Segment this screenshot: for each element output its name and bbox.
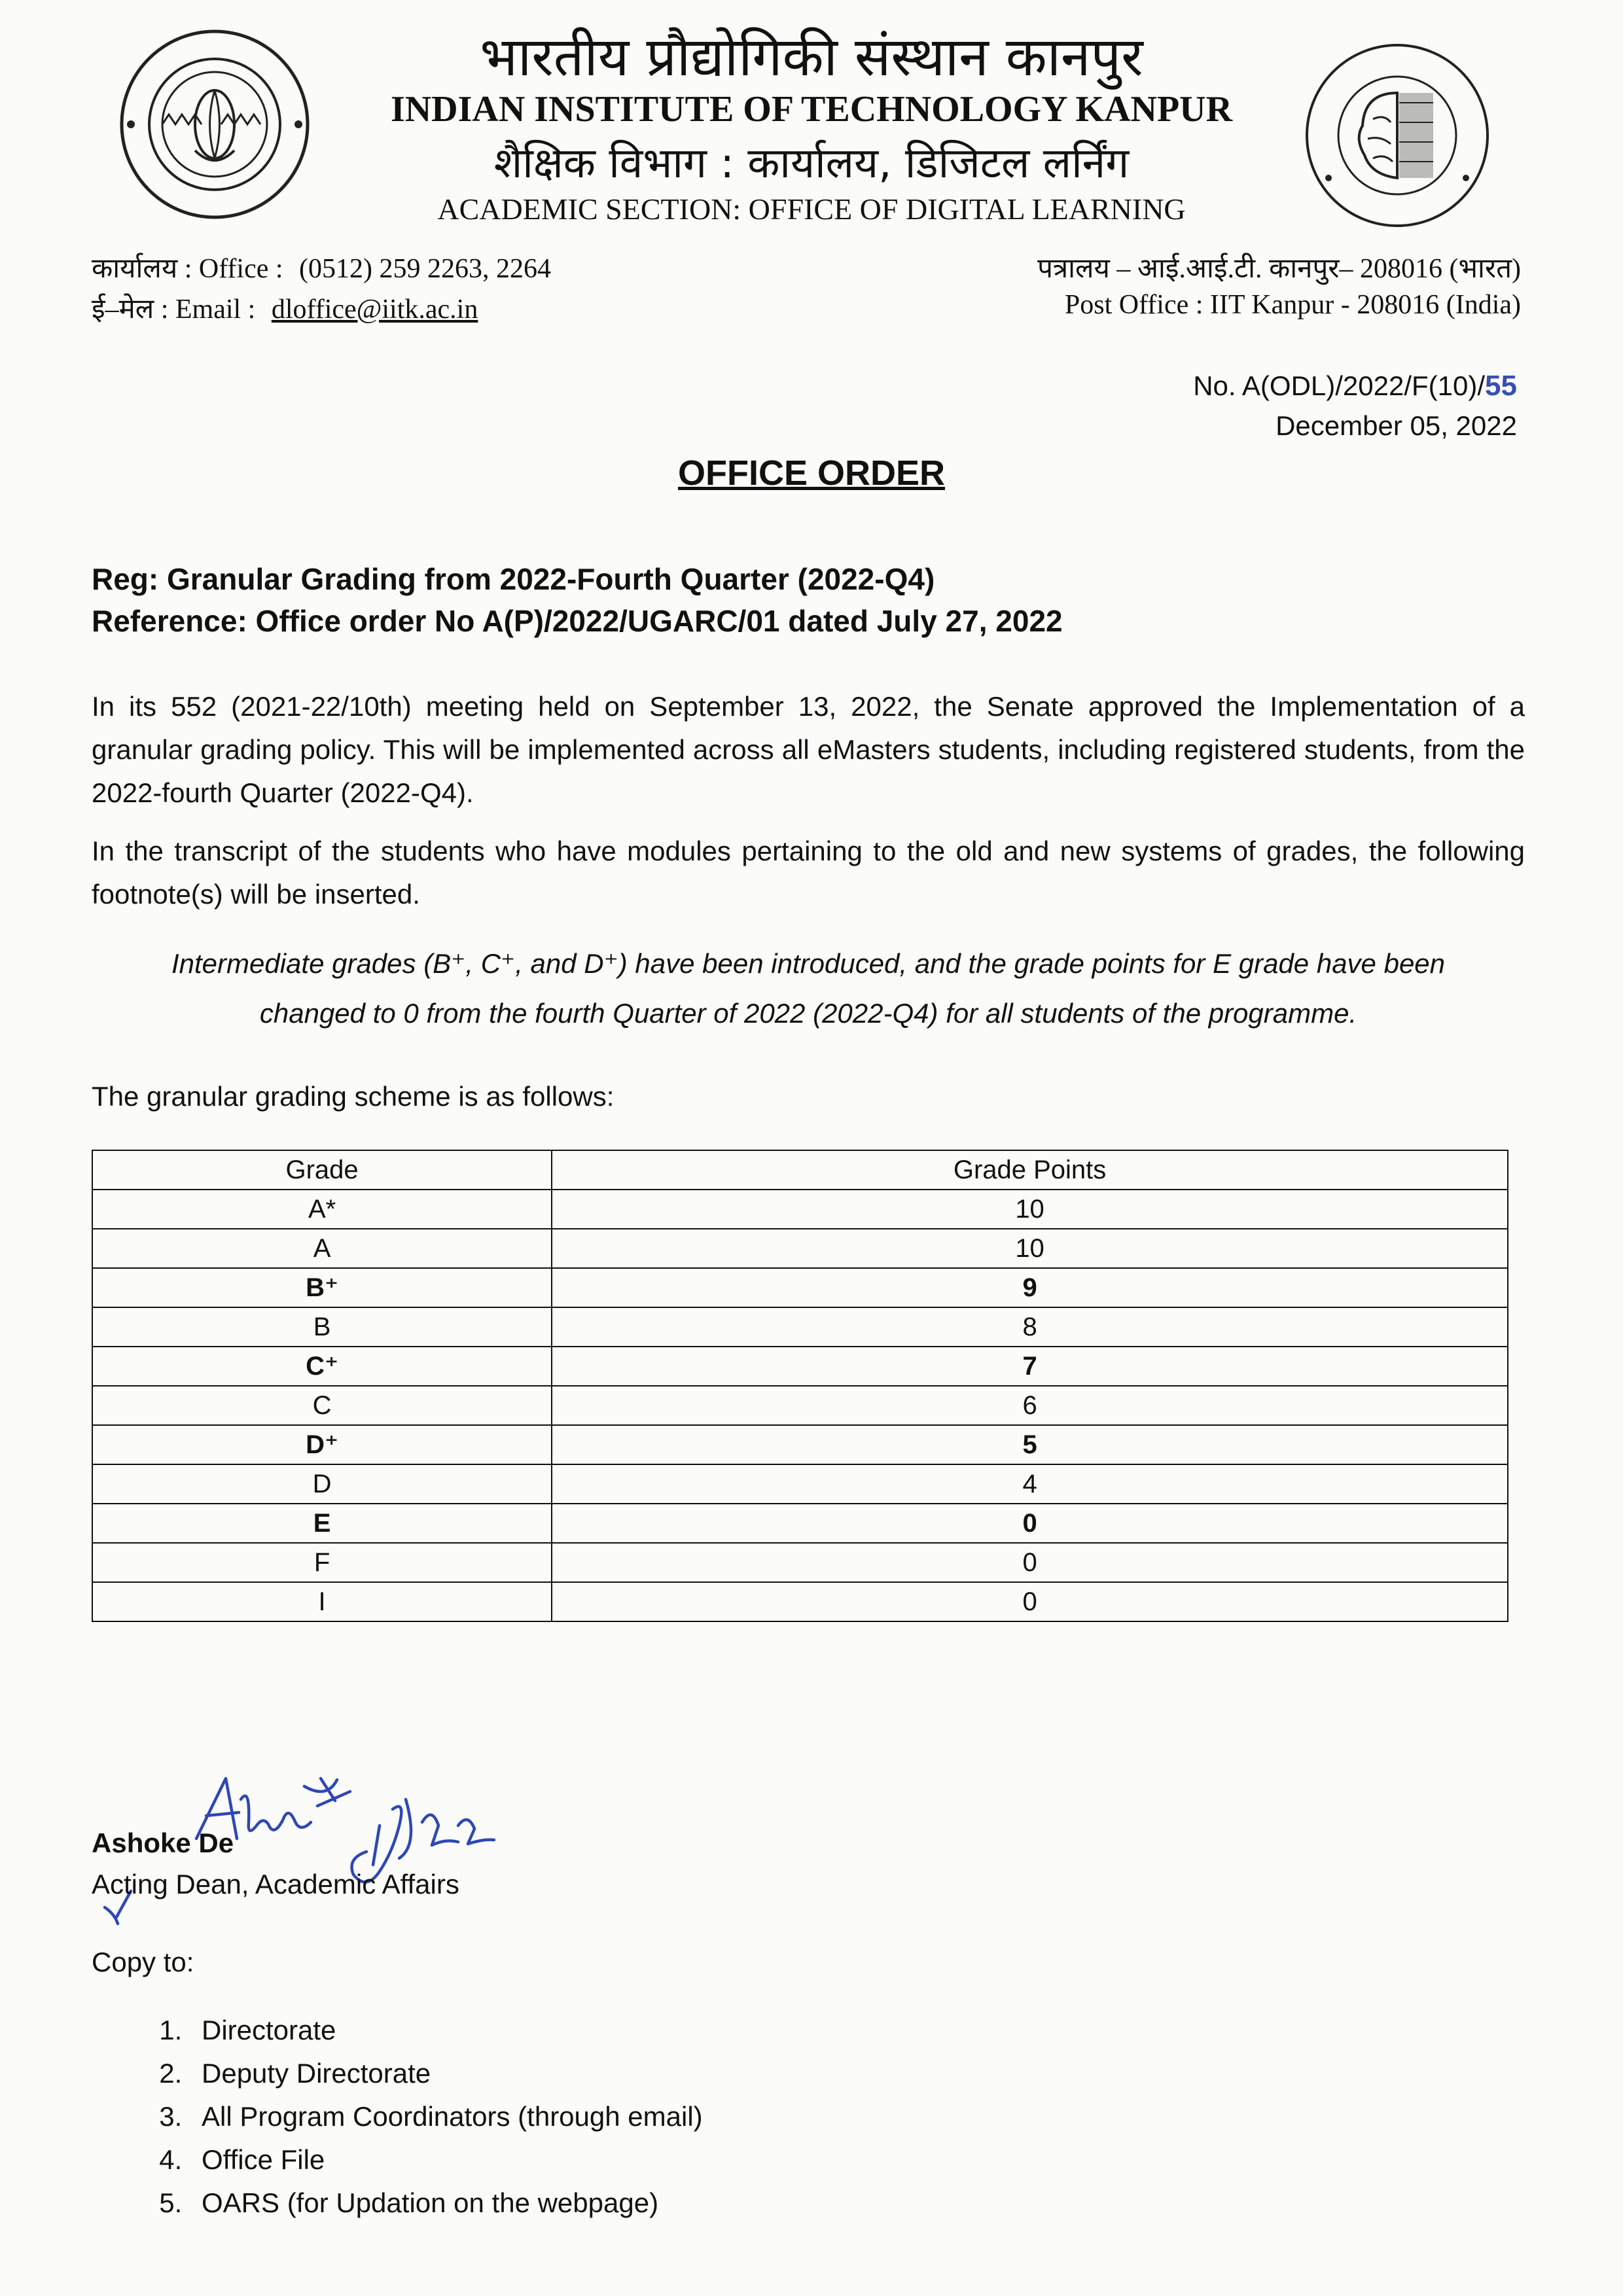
- header-grade: Grade: [92, 1150, 552, 1190]
- body-paragraph-2: In the transcript of the students who have modules pertaining to the old and new systems of grades, the following footnote(s) will be inserted.: [92, 836, 1525, 910]
- reference-line: Reference: Office order No A(P)/2022/UGARC/01 dated July 27, 2022: [92, 604, 1063, 638]
- list-item: 2. Deputy Directorate: [190, 2052, 703, 2095]
- grade-points-cell: 0: [552, 1504, 1508, 1543]
- grade-cell: I: [92, 1582, 552, 1621]
- grade-cell: D: [92, 1464, 552, 1504]
- list-item: 1. Directorate: [190, 2009, 703, 2052]
- postal-address-hindi: पत्रालय – आई.आई.टी. कानपुर– 208016 (भारत): [1037, 254, 1521, 284]
- grade-cell: B⁺: [92, 1268, 552, 1307]
- email-link[interactable]: dloffice@iitk.ac.in: [271, 294, 478, 325]
- table-row: [92, 1347, 1508, 1386]
- scheme-intro: The granular grading scheme is as follows:: [92, 1081, 615, 1112]
- grade-cell: D⁺: [92, 1425, 552, 1464]
- order-number: [1193, 370, 1517, 402]
- signatory-designation: Acting Dean, Academic Affairs: [92, 1869, 459, 1899]
- grade-cell: B: [92, 1307, 552, 1347]
- order-date: December 05, 2022: [1275, 410, 1517, 441]
- grade-points-cell: 6: [552, 1386, 1508, 1425]
- list-item: 3. All Program Coordinators (through email): [190, 2095, 703, 2138]
- section-name-english: ACADEMIC SECTION: OFFICE OF DIGITAL LEARNING: [437, 192, 1186, 226]
- table-row: [92, 1190, 1508, 1229]
- grade-cell: C: [92, 1386, 552, 1425]
- footnote-line-1: Intermediate grades (B⁺, C⁺, and D⁺) have been introduced, and the grade points for E grade have been: [171, 948, 1446, 979]
- footnote-line-2: changed to 0 from the fourth Quarter of 2022 (2022-Q4) for all students of the programme.: [259, 998, 1357, 1029]
- email-line: [92, 289, 478, 327]
- grade-cell: A: [92, 1229, 552, 1268]
- grade-cell: E: [92, 1504, 552, 1543]
- table-row: [92, 1425, 1508, 1464]
- grade-points-cell: 9: [552, 1268, 1508, 1307]
- office-phone: (0512) 259 2263, 2264: [299, 254, 552, 284]
- email-label: ई–मेल : Email :: [92, 294, 256, 325]
- grade-points-cell: 7: [552, 1347, 1508, 1386]
- table-row: [92, 1386, 1508, 1425]
- grade-cell: C⁺: [92, 1347, 552, 1386]
- page-title: OFFICE ORDER: [677, 453, 945, 493]
- office-phone-label: कार्यालय : Office :: [92, 254, 283, 284]
- grading-table: [92, 1150, 1508, 1622]
- table-row: [92, 1504, 1508, 1543]
- table-row: [92, 1268, 1508, 1307]
- institute-name-english: INDIAN INSTITUTE OF TECHNOLOGY KANPUR: [390, 89, 1233, 130]
- table-row: [92, 1543, 1508, 1582]
- table-header-row: [92, 1150, 1508, 1190]
- table-row: [92, 1582, 1508, 1621]
- subject-line: Reg: Granular Grading from 2022-Fourth Quarter (2022-Q4): [92, 562, 935, 596]
- postal-address-english: Post Office : IIT Kanpur - 208016 (India): [1064, 290, 1521, 320]
- institute-name-hindi: भारतीय प्रौद्योगिकी संस्थान कानपुर: [480, 26, 1143, 88]
- grade-points-cell: 0: [552, 1543, 1508, 1582]
- table-row: [92, 1229, 1508, 1268]
- body-paragraph-1: In its 552 (2021-22/10th) meeting held on September 13, 2022, the Senate approved the Implementation of a granular grading policy. This will be implemented across all eMasters students, including registered students, from the 2022-fourth Quarter (2022-Q4).: [92, 691, 1525, 808]
- grade-cell: F: [92, 1543, 552, 1582]
- copy-to-list: [92, 2009, 703, 2225]
- grade-points-cell: 10: [552, 1229, 1508, 1268]
- table-row: [92, 1464, 1508, 1504]
- office-phone-line: [92, 249, 551, 286]
- grade-points-cell: 5: [552, 1425, 1508, 1464]
- list-item: 5. OARS (for Updation on the webpage): [190, 2181, 703, 2225]
- section-name-hindi: शैक्षिक विभाग : कार्यालय, डिजिटल लर्निंग: [493, 139, 1130, 188]
- header-grade-points: Grade Points: [552, 1150, 1508, 1190]
- signatory-name: Ashoke De: [92, 1828, 234, 1858]
- copy-to-label: Copy to:: [92, 1947, 194, 1977]
- order-number-handwritten: 55: [1485, 370, 1517, 402]
- order-number-prefix: No. A(ODL)/2022/F(10)/: [1193, 370, 1486, 401]
- grade-points-cell: 10: [552, 1190, 1508, 1229]
- list-item: 4. Office File: [190, 2138, 703, 2181]
- grade-points-cell: 0: [552, 1582, 1508, 1621]
- table-row: [92, 1307, 1508, 1347]
- grade-cell: A*: [92, 1190, 552, 1229]
- grade-points-cell: 8: [552, 1307, 1508, 1347]
- grade-points-cell: 4: [552, 1464, 1508, 1504]
